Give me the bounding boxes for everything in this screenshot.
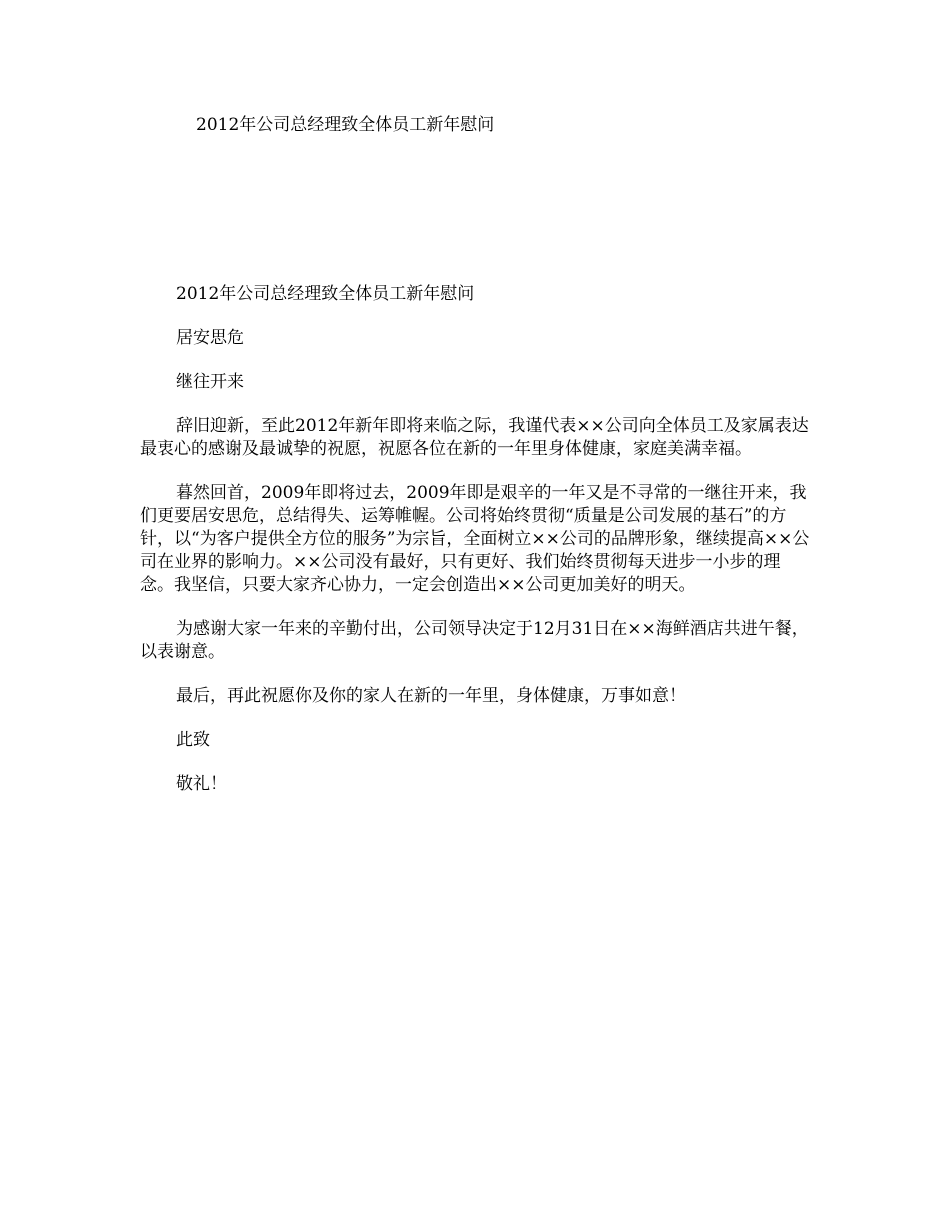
- letter-heading: 2012年公司总经理致全体员工新年慰问: [176, 284, 475, 304]
- closing-salutation: 此致: [176, 730, 210, 750]
- closing-regards: 敬礼！: [176, 774, 227, 794]
- slogan-line-2: 继往开来: [176, 372, 244, 392]
- paragraph-greeting: 辞旧迎新，至此2012年新年即将来临之际，我谨代表××公司向全体员工及家属表达最衷心的感谢及最诚挚的祝愿，祝愿各位在新的一年里身体健康，家庭美满幸福。: [140, 416, 809, 459]
- paragraph-lunch-notice: 为感谢大家一年来的辛勤付出，公司领导决定于12月31日在××海鲜酒店共进午餐，以表谢意。: [140, 619, 809, 662]
- document-body: [140, 283, 812, 817]
- paragraph-closing-wishes: 最后，再此祝愿你及你的家人在新的一年里，身体健康，万事如意！: [176, 686, 686, 706]
- slogan-line-1: 居安思危: [176, 328, 244, 348]
- page-title: 2012年公司总经理致全体员工新年慰问: [196, 115, 495, 135]
- paragraph-review: 暮然回首，2009年即将过去，2009年即是艰辛的一年又是不寻常的一继往开来，我们更要居安思危，总结得失、运筹帷幄。公司将始终贯彻“质量是公司发展的基石”的方针，以“为客户提供全方位的服务”为宗旨，全面树立××公司的品牌形象，继续提高××公司在业界的影响力。××公司没有最好，只有更好、我们始终贯彻每天进步一小步的理念。我坚信，只要大家齐心协力，一定会创造出××公司更加美好的明天。: [140, 483, 810, 595]
